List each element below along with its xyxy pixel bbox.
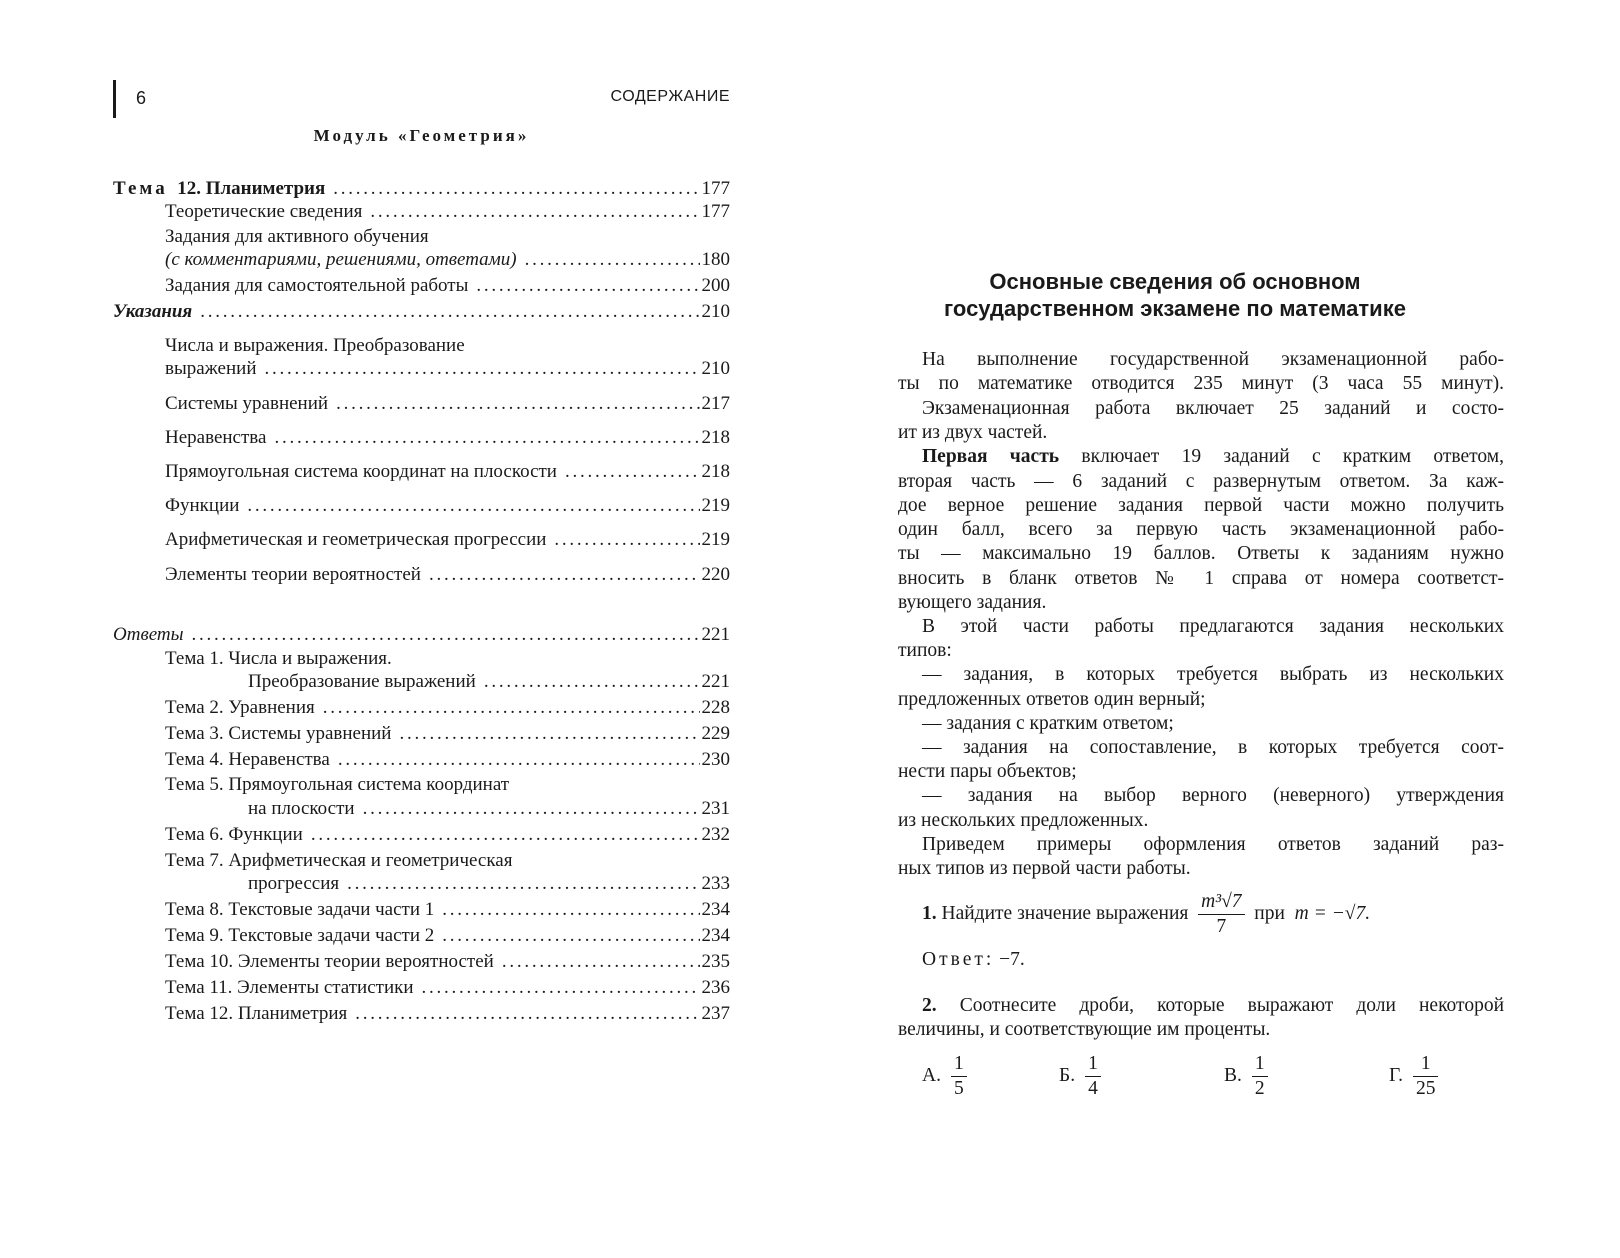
toc-entry[interactable]: Тема 3. Системы уравнений . . . 229 (165, 721, 730, 747)
task-1: 1. Найдите значение выражения $\frac{\text{m³√7}}{7}$ при m = −√7. (922, 890, 1371, 937)
toc-entry[interactable]: Преобразование выражений . . . 221 (248, 669, 730, 695)
toc-entry[interactable]: Тема 9. Текстовые задачи части 2 . . . 234 (165, 923, 730, 949)
toc-page: 177 (701, 178, 730, 199)
toc-entry[interactable]: Тема 6. Функции . . . 232 (165, 822, 730, 848)
toc-page: 221 (701, 671, 730, 692)
toc-entry[interactable]: на плоскости . . . 231 (248, 796, 730, 822)
left-page (0, 0, 800, 1258)
toc-page: 218 (701, 427, 730, 448)
body-line: В этой части работы предлагаются задания нескольких (922, 616, 1504, 637)
body-line: — задания с кратким ответом; (922, 713, 1174, 734)
toc-entry-line: Тема 1. Числа и выражения. (165, 648, 392, 669)
fraction-numerator: 1 (1085, 1052, 1101, 1077)
toc-page: 220 (701, 564, 730, 585)
body-line: один балл, всего за первую часть экзаменационной рабо- (898, 519, 1504, 540)
toc-page: 218 (701, 461, 730, 482)
header-rule (113, 80, 116, 118)
fraction-options (922, 1048, 1442, 1104)
module-title: Модуль «Геометрия» (313, 126, 530, 145)
body-line: Экзаменационная работа включает 25 заданий и состо- (922, 398, 1504, 419)
body-line: вующего задания. (898, 592, 1047, 613)
body-line: — задания, в которых требуется выбрать из нескольких (922, 664, 1504, 685)
toc-page: 233 (701, 873, 730, 894)
fraction-denominator: 5 (953, 1077, 964, 1099)
fraction (951, 1052, 967, 1101)
body-line: ты — максимально 19 баллов. Ответы к заданиям нужно (898, 543, 1504, 564)
toc-page: 221 (701, 624, 730, 645)
fraction-denominator: 2 (1254, 1077, 1265, 1099)
toc-page: 229 (701, 723, 730, 744)
body-line: — задания на сопоставление, в которых требуется соот- (922, 737, 1504, 758)
toc-entry[interactable]: Элементы теории вероятностей . . . 220 (165, 562, 730, 588)
body-line: типов: (898, 640, 952, 661)
toc-entry[interactable]: Ответы . . . 221 (113, 622, 730, 648)
toc-entry[interactable]: Задания для самостоятельной работы . . . 200 (165, 273, 730, 299)
fraction (1085, 1052, 1101, 1101)
toc-page: 234 (701, 899, 730, 920)
task-1-fraction: $\frac{\text{m³√7}}{7}$ (1198, 890, 1244, 939)
fraction-denominator: 4 (1088, 1077, 1098, 1099)
toc-entry[interactable]: Функции . . . 219 (165, 493, 730, 519)
toc-page: 177 (701, 201, 730, 222)
body-line: дое верное решение задания первой части можно получить (898, 495, 1504, 516)
toc-page: 228 (701, 697, 730, 718)
toc-page: 231 (701, 798, 730, 819)
toc-entry[interactable]: Тема 4. Неравенства . . . 230 (165, 747, 730, 773)
toc-entry[interactable]: Системы уравнений . . . 217 (165, 391, 730, 417)
fraction-option (1389, 1048, 1438, 1104)
toc-page: 180 (701, 249, 730, 270)
toc-page: 237 (701, 1003, 730, 1024)
toc-entry[interactable]: Теоретические сведения . . . 177 (165, 199, 730, 225)
task-2: 2. Соотнесите дроби, которые выражают доли некоторой (922, 995, 1504, 1016)
toc-entry[interactable]: Арифметическая и геометрическая прогрессии . . . 219 (165, 527, 730, 553)
toc-entry[interactable]: Тема 2. Уравнения . . . 228 (165, 695, 730, 721)
toc-page: 230 (701, 749, 730, 770)
toc-entry[interactable]: Тема 8. Текстовые задачи части 1 . . . 234 (165, 897, 730, 923)
toc-page: 232 (701, 824, 730, 845)
toc-entry[interactable]: Тема 12. Планиметрия . . . 177 (113, 176, 730, 202)
toc-entry-line: Тема 7. Арифметическая и геометрическая (165, 850, 513, 871)
fraction-numerator: 1 (1413, 1052, 1439, 1077)
body-line: Первая часть включает 19 заданий с кратким ответом, (922, 446, 1504, 467)
right-page (810, 0, 1620, 1258)
fraction (1252, 1052, 1268, 1101)
toc-entry-line: Тема 5. Прямоугольная система координат (165, 774, 510, 795)
body-line: На выполнение государственной экзаменационной рабо- (922, 349, 1504, 370)
fraction-letter: Г. (1389, 1065, 1403, 1086)
toc-entry[interactable]: выражений . . . 210 (165, 356, 730, 382)
section-heading: Основные сведения об основном государственном экзамене по математике (944, 269, 1406, 321)
fraction-letter: Б. (1059, 1065, 1076, 1086)
toc-page: 219 (701, 495, 730, 516)
toc-entry[interactable]: прогрессия . . . 233 (248, 871, 730, 897)
toc-page: 200 (701, 275, 730, 296)
toc-page: 217 (701, 393, 730, 414)
answer-line: Ответ: −7. (922, 949, 1025, 970)
toc-entry[interactable]: Неравенства . . . 218 (165, 425, 730, 451)
fraction-numerator: 1 (951, 1052, 967, 1077)
toc-entry[interactable]: Тема 11. Элементы статистики . . . 236 (165, 975, 730, 1001)
fraction-option (1224, 1048, 1268, 1104)
page-number: 6 (136, 88, 147, 108)
toc-page: 235 (701, 951, 730, 972)
fraction-letter: В. (1224, 1065, 1242, 1086)
body-line: ных типов из первой части работы. (898, 858, 1191, 879)
toc-entry[interactable]: Прямоугольная система координат на плоскости . . . 218 (165, 459, 730, 485)
fraction (1413, 1052, 1439, 1101)
toc-entry[interactable]: Указания . . . 210 (113, 299, 730, 325)
body-line: нести пары объектов; (898, 761, 1077, 782)
running-head: СОДЕРЖАНИЕ (610, 88, 730, 105)
toc-page: 234 (701, 925, 730, 946)
fraction-option (1059, 1048, 1101, 1104)
body-line: — задания на выбор верного (неверного) утверждения (922, 785, 1504, 806)
body-line: вносить в бланк ответов № 1 справа от номера соответст- (898, 568, 1504, 589)
body-line: величины, и соответствующие им проценты. (898, 1019, 1271, 1040)
fraction-numerator: 1 (1252, 1052, 1268, 1077)
toc-page: 236 (701, 977, 730, 998)
toc-entry[interactable]: Тема 10. Элементы теории вероятностей . . . 235 (165, 949, 730, 975)
body-line: из нескольких предложенных. (898, 810, 1149, 831)
body-line: Приведем примеры оформления ответов заданий раз- (922, 834, 1504, 855)
toc-page: 219 (701, 529, 730, 550)
body-line: предложенных ответов один верный; (898, 689, 1206, 710)
toc-entry[interactable]: (с комментариями, решениями, ответами) . . . 180 (165, 247, 730, 273)
body-line: ты по математике отводится 235 минут (3 часа 55 минут). (898, 373, 1504, 394)
toc-entry[interactable]: Тема 12. Планиметрия . . . 237 (165, 1001, 730, 1027)
toc-page: 210 (701, 301, 730, 322)
fraction-letter: А. (922, 1065, 941, 1086)
body-line: ит из двух частей. (898, 422, 1048, 443)
toc-entry-line: Задания для активного обучения (165, 226, 429, 247)
toc-entry-line: Числа и выражения. Преобразование (165, 335, 465, 356)
fraction-option (922, 1048, 967, 1104)
fraction-denominator: 25 (1415, 1077, 1436, 1099)
toc-page: 210 (701, 358, 730, 379)
body-line: вторая часть — 6 заданий с развернутым ответом. За каж- (898, 471, 1504, 492)
